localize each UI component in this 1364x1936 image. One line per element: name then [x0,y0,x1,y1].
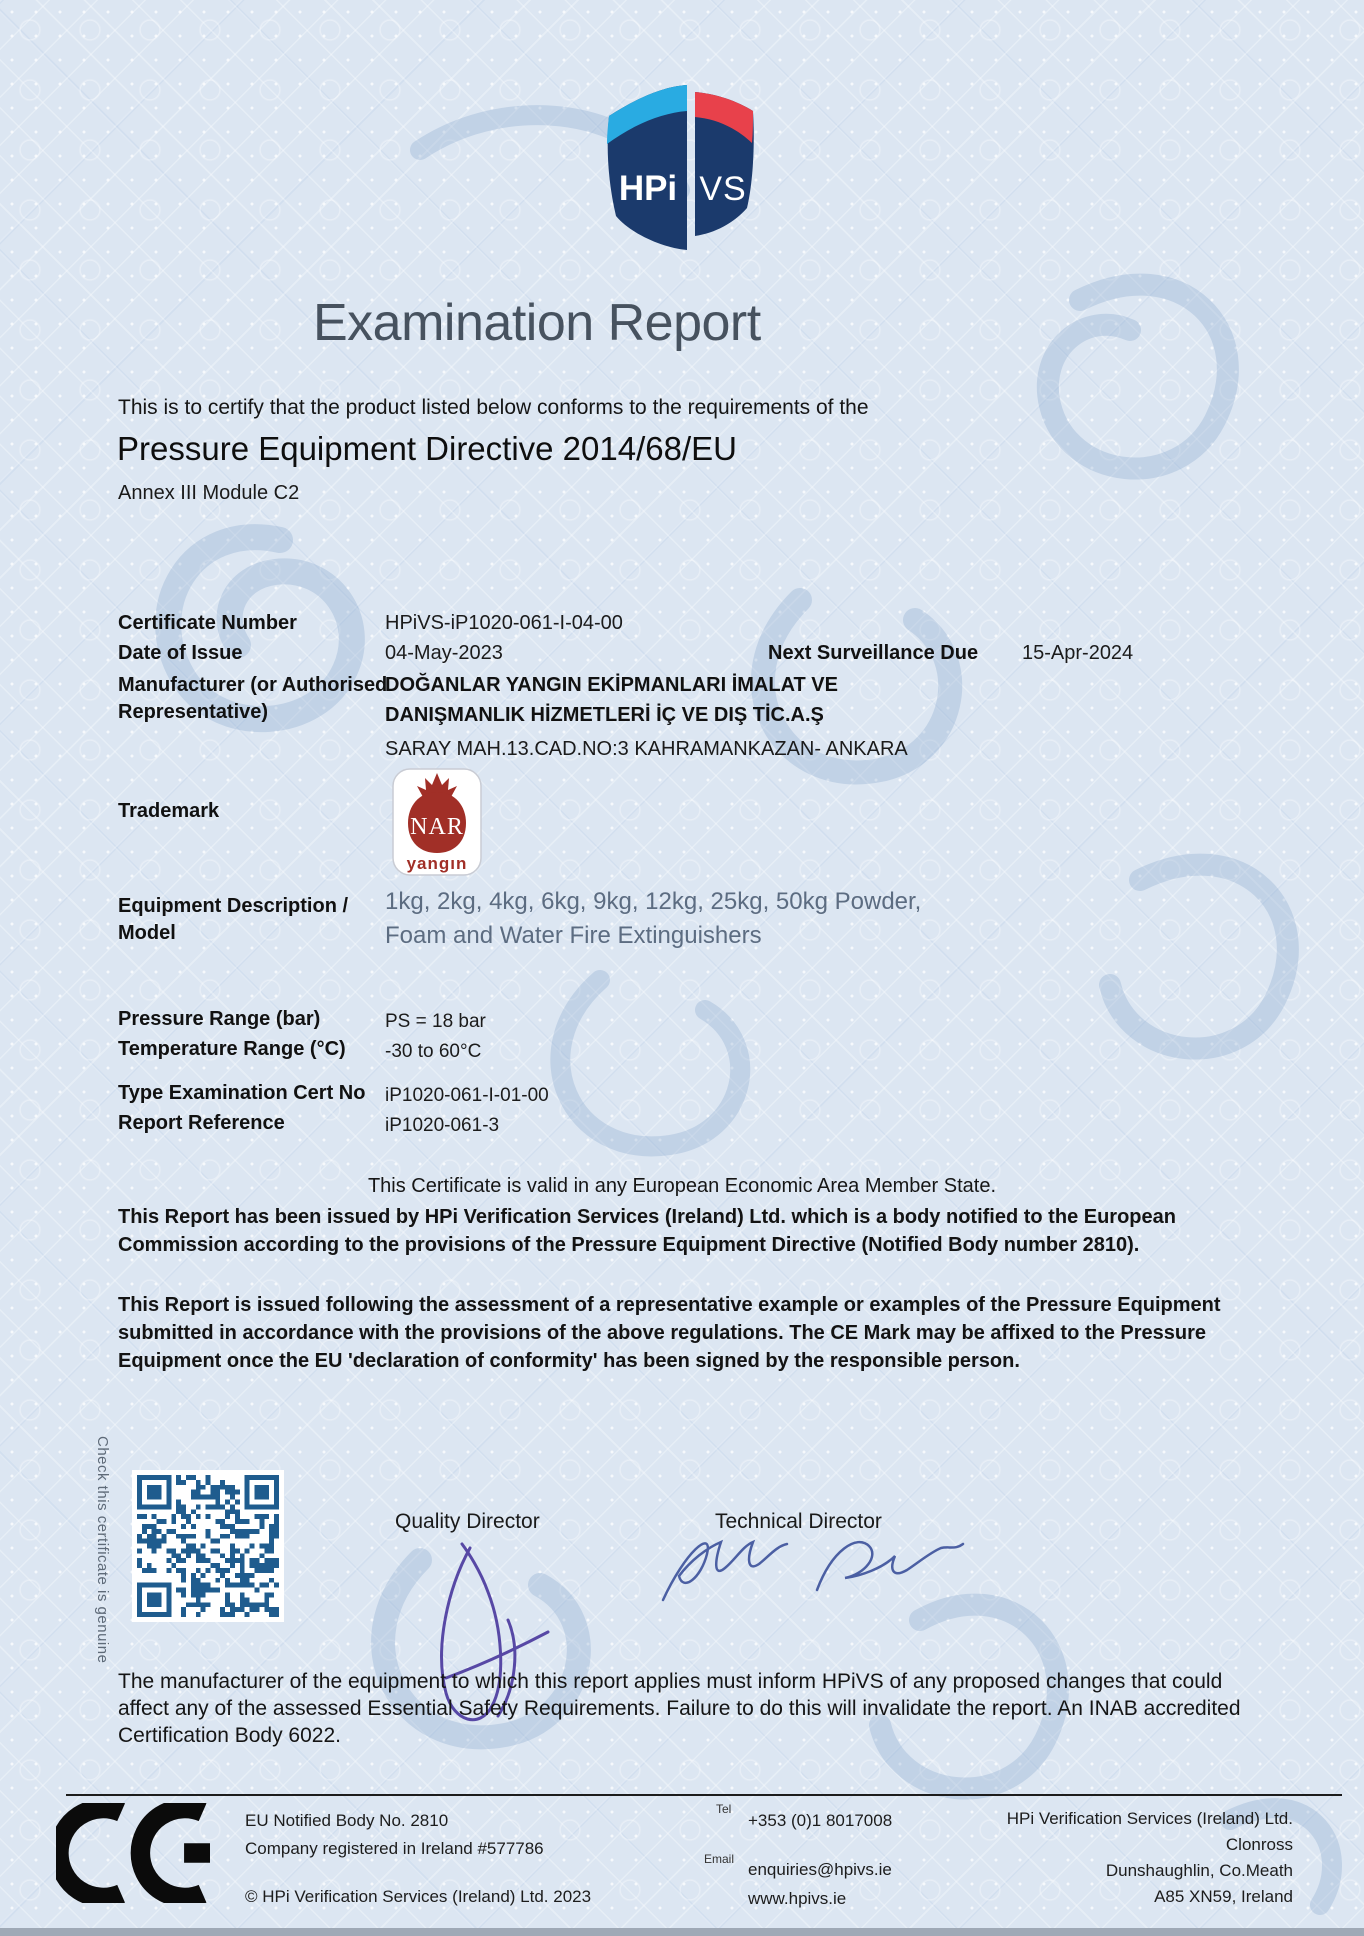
footer-tel-label: Tel [716,1802,732,1816]
logo-text-right: VS [699,170,747,208]
validity-statement: This Certificate is valid in any European Economic Area Member State. [367,1175,997,1197]
directive-title: Pressure Equipment Directive 2014/68/EU [117,430,737,467]
equipment-label: Equipment Description / Model [118,895,349,944]
logo-text-left: HPi [618,169,678,208]
footer-company-registration: Company registered in Ireland #577786 [245,1839,544,1858]
footer-address-block [993,1806,1293,1910]
pressure-range-label: Pressure Range (bar) [118,1008,321,1030]
trademark-brand-logo [392,768,482,876]
footer-address-line: Dunshaughlin, Co.Meath [1105,1861,1293,1880]
footer-email-value: enquiries@hpivs.ie [748,1860,892,1879]
trademark-label: Trademark [118,800,220,822]
temperature-range-value: -30 to 60°C [385,1041,482,1062]
report-reference-label: Report Reference [118,1112,285,1134]
page-title: Examination Report [313,294,761,352]
footer-email-label: Email [704,1852,735,1866]
type-examination-value: iP1020-061-I-01-00 [385,1085,549,1106]
next-surveillance-value: 15-Apr-2024 [1022,642,1134,664]
qr-code [132,1470,284,1622]
manufacturer-label: Manufacturer (or Authorised Representative) [118,674,388,723]
footer-address-line: HPi Verification Services (Ireland) Ltd. [1006,1809,1293,1828]
ce-mark [56,1803,214,1903]
type-examination-label: Type Examination Cert No [118,1082,366,1104]
footer-tel-value: +353 (0)1 8017008 [748,1811,893,1830]
pressure-range-value: PS = 18 bar [385,1011,486,1032]
report-reference-value: iP1020-061-3 [385,1115,500,1136]
brand-subtitle-text: yangın [406,854,468,873]
annex-module: Annex III Module C2 [118,482,300,504]
page-bottom-edge [0,1928,1364,1936]
footer-divider [66,1794,1342,1796]
manufacturer-name: DOĞANLAR YANGIN EKİPMANLARI İMALAT VE DANIŞMANLIK HİZMETLERİ İÇ VE DIŞ TİC.A.Ş [385,674,838,726]
temperature-range-label: Temperature Range (°C) [118,1038,346,1060]
equipment-value: 1kg, 2kg, 4kg, 6kg, 9kg, 12kg, 25kg, 50kg Powder, Foam and Water Fire Extinguishers [385,888,922,949]
assessment-statement: This Report is issued following the assessment of a representative example or examples of the Pressure Equipment submitted in accordance with the provisions of the above regulations. The CE Mark may be affixed to the Pressure Equipment once the EU 'declaration of conformity' has been signed by the responsible person. [118,1294,1221,1372]
certify-line: This is to certify that the product listed below conforms to the requirements of the [118,396,869,419]
footer-copyright: © HPi Verification Services (Ireland) Ltd. 2023 [245,1887,592,1906]
technical-director-signature [655,1518,975,1618]
next-surveillance-label: Next Surveillance Due [768,642,979,664]
hpivs-logo [603,80,759,266]
date-of-issue-label: Date of Issue [118,642,243,664]
manufacturer-obligation-statement: The manufacturer of the equipment to which this report applies must inform HPiVS of any proposed changes that could affect any of the assessed Essential Safety Requirements. Failure to do this will invalidate the report. An INAB accredited Certification Body 6022. [118,1670,1241,1747]
issued-by-statement: This Report has been issued by HPi Verification Services (Ireland) Ltd. which is a body notified to the European Commission according to the provisions of the Pressure Equipment Directive (Notified Body number 2810). [118,1206,1176,1256]
technical-director-label: Technical Director [715,1510,882,1533]
quality-director-label: Quality Director [395,1510,540,1533]
footer-address-line: A85 XN59, Ireland [1154,1887,1293,1906]
qr-caption: Check this certificate is genuine [94,1436,111,1664]
footer-website: www.hpivs.ie [748,1889,847,1908]
footer-notified-body: EU Notified Body No. 2810 [245,1811,449,1830]
certificate-number-label: Certificate Number [118,612,297,634]
date-of-issue-value: 04-May-2023 [385,642,503,664]
certificate-number-value: HPiVS-iP1020-061-I-04-00 [385,612,623,634]
brand-name-text: NAR [410,814,464,840]
manufacturer-address: SARAY MAH.13.CAD.NO:3 KAHRAMANKAZAN- ANKARA [385,738,908,760]
footer-address-line: Clonross [1225,1835,1293,1854]
